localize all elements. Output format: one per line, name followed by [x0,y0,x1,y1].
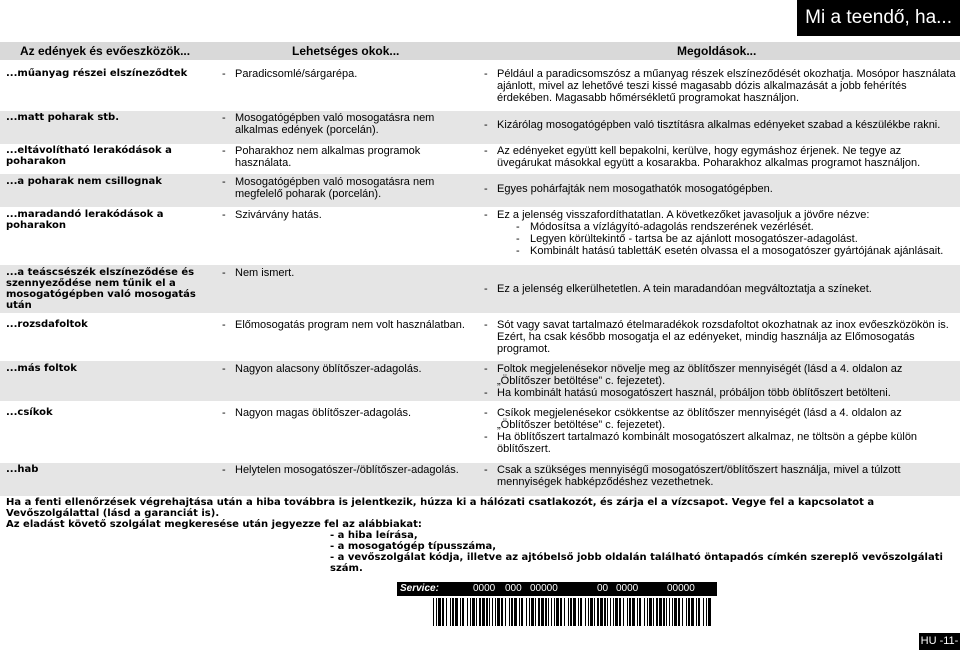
solution-item: - Egyes pohárfajták nem mosogathatók mosogatógépben. [484,183,773,195]
cause-text: Helytelen mosogatószer-/öblítőszer-adagolás. [235,464,459,476]
solution-cell [484,68,956,104]
solution-item: - Ha öblítőszert tartalmazó kombinált mosogatószert alkalmaz, ne töltsön a gépbe külön öblítőszert. [484,431,918,455]
solution-item: - Foltok megjelenésekor növelje meg az öblítőszer mennyiségét (lásd a 4. oldalon az „Öblítőszer betöltése” c. fejezetet). [484,363,903,387]
info-item: - a vevőszolgálat kódja, illetve az ajtóbelső jobb oldalán található öntapadós címkén szereplő vevőszolgálati szám. [330,552,943,574]
cause-cell [222,363,472,375]
solution-item: - Ha kombinált hatású mosogatószert használ, próbáljon több öblítőszert betölteni. [484,387,891,399]
footer-notes [6,497,916,530]
solution-item: - Ez a jelenség visszafordíthatatlan. A következőket javasoljuk a jövőre nézve: [484,209,870,221]
solution-cell [484,407,956,455]
problem-text: ...maradandó lerakódások a poharakon [6,209,164,231]
solution-text: Csak a szükséges mennyiségű mosogatószert/öblítőszert használja, mivel a túlzott mennyiségek habképződéshez vezethetnek. [497,464,901,488]
cause-cell [222,209,472,221]
cause-text: Előmosogatás program nem volt használatban. [235,319,465,331]
solution-text: Kizárólag mosogatógépben való tisztításra alkalmas edényeket szabad a készülékbe rakni. [497,119,941,131]
footer-intro: Az eladást követő szolgálat megkeresése után jegyezze fel az alábbiakat: [6,519,422,530]
solution-text: Ez a jelenség visszafordíthatatlan. A következőket javasoljuk a jövőre nézve: [497,209,870,221]
solution-cell [484,145,956,169]
sub-solution-text: Módosítsa a vízlágyító-adagolás rendszerének vezérlését. [530,221,814,233]
cause-text: Nagyon magas öblítőszer-adagolás. [235,407,412,419]
solution-cell [484,283,956,295]
header-solutions: Megoldások... [677,44,757,58]
solution-cell [484,319,956,355]
service-code-box [397,582,717,596]
sub-solution-item: - Kombinált hatású tablettáK esetén olvassa el a mosogatószer gyártójának ajánlásait. [516,245,944,257]
cause-item: - Nagyon alacsony öblítőszer-adagolás. [222,363,422,375]
solution-text: Egyes pohárfajták nem mosogathatók mosogatógépben. [497,183,773,195]
solution-text: Például a paradicsomszósz a műanyag részek elszíneződését okozhatja. Mosópor használata ajánlott, mivel az lehetővé teszi kissé magasabb dózis alkalmazását a jobb fehérítés érdekében. Magasabb hőmérsékletű programokat használjon. [497,68,956,104]
solution-item: - Az edényeket együtt kell bepakolni, kerülve, hogy egymáshoz érjenek. Ne tegye az üvegárukat másokkal együtt a kosarakba. Poharakhoz alkalmas programot használjon. [484,145,921,169]
solution-item: - Csak a szükséges mennyiségű mosogatószert/öblítőszert használja, mivel a túlzott mennyiségek habképződéshez vezethetnek. [484,464,901,488]
cause-cell [222,267,472,279]
header-problems: Az edények és evőeszközök... [20,44,191,58]
cause-text: Nagyon alacsony öblítőszer-adagolás. [235,363,422,375]
solution-text: Ha öblítőszert tartalmazó kombinált mosogatószert alkalmaz, ne töltsön a gépbe külön öblítőszert. [497,431,918,455]
service-code: 0000 [473,583,496,594]
cause-item: - Előmosogatás program nem volt használatban. [222,319,465,331]
solution-item: - Ez a jelenség elkerülhetetlen. A tein maradandóan megváltoztatja a színeket. [484,283,872,295]
cause-text: Mosogatógépben való mosogatásra nem alkalmas edények (porcelán). [235,112,435,136]
table-header [0,42,960,60]
problem-text: ...eltávolítható lerakódások a poharakon [6,145,172,167]
problem-text: ...rozsdafoltok [6,319,88,330]
barcode-image [433,598,713,626]
cause-cell [222,176,472,200]
solution-cell [484,183,956,195]
footer-note: Ha a fenti ellenőrzések végrehajtása után a hiba továbbra is jelentkezik, húzza ki a hálózati csatlakozót, és zárja el a vízcsapot. Vegye fel a kapcsolatot a Vevőszolgálattal (lásd a garanciát is). [6,497,875,519]
service-code: 00 [597,583,609,594]
service-code: 0000 [616,583,639,594]
service-code: 00000 [667,583,695,594]
cause-text: Poharakhoz nem alkalmas programok használata. [235,145,421,169]
info-item: - a mosogatógép típusszáma, [330,541,497,552]
solution-cell [484,119,956,131]
problem-text: ...a poharak nem csillognak [6,176,162,187]
solution-cell [484,209,956,257]
problem-text: ...a teáscsészék elszíneződése és szennyeződése nem tűnik el a mosogatógépben való mosogatás után [6,267,196,311]
sub-solution-text: Legyen körültekintő - tartsa be az ajánlott mosogatószer-adagolást. [530,233,858,245]
solution-cell [484,363,956,399]
cause-text: Szivárvány hatás. [235,209,322,221]
info-item: - a hiba leírása, [330,530,418,541]
page-number: HU -11- [919,633,960,650]
info-list [330,530,960,574]
cause-cell [222,68,472,80]
solution-item: - Kizárólag mosogatógépben való tisztításra alkalmas edényeket szabad a készülékbe rakni. [484,119,941,131]
service-label: Service: [400,583,439,594]
solution-item: - Például a paradicsomszósz a műanyag részek elszíneződését okozhatja. Mosópor használata ajánlott, mivel az lehetővé teszi kissé magasabb dózis alkalmazását a jobb fehérítés érdekében. Magasabb hőmérsékletű programokat használjon. [484,68,956,104]
cause-item: - Helytelen mosogatószer-/öblítőszer-adagolás. [222,464,459,476]
solution-text: Ha kombinált hatású mosogatószert használ, próbáljon több öblítőszert betölteni. [497,387,891,399]
solution-text: Foltok megjelenésekor növelje meg az öblítőszer mennyiségét (lásd a 4. oldalon az „Öblítőszer betöltése” c. fejezetet). [497,363,903,387]
cause-cell [222,112,472,136]
page-title: Mi a teendő, ha... [805,7,952,28]
service-code: 00000 [530,583,558,594]
solution-text: Az edényeket együtt kell bepakolni, kerülve, hogy egymáshoz érjenek. Ne tegye az üvegárukat másokkal együtt a kosarakba. Poharakhoz alkalmas programot használjon. [497,145,921,169]
cause-item: - Nem ismert. [222,267,295,279]
problem-text: ...matt poharak stb. [6,112,120,123]
problem-text: ...hab [6,464,39,475]
solution-cell [484,464,956,488]
cause-text: Paradicsomlé/sárgarépa. [235,68,358,80]
problem-text: ...műanyag részei elszíneződtek [6,68,188,79]
solution-text: Csíkok megjelenésekor csökkentse az öblítőszer mennyiségét (lásd a 4. oldalon az „Öblítőszer betöltése” c. fejezetet). [497,407,902,431]
problem-text: ...más foltok [6,363,77,374]
cause-item: - Szivárvány hatás. [222,209,322,221]
cause-cell [222,407,472,419]
sub-solution-text: Kombinált hatású tablettáK esetén olvassa el a mosogatószer gyártójának ajánlásait. [530,245,944,257]
sub-solution-item: - Módosítsa a vízlágyító-adagolás rendszerének vezérlését. [516,221,814,233]
cause-item: - Poharakhoz nem alkalmas programok használata. [222,145,421,169]
cause-item: - Mosogatógépben való mosogatásra nem alkalmas edények (porcelán). [222,112,435,136]
cause-item: - Nagyon magas öblítőszer-adagolás. [222,407,412,419]
service-code: 000 [505,583,522,594]
solution-text: Sót vagy savat tartalmazó ételmaradékok rozsdafoltot okozhatnak az inox evőeszközökön is. Ezért, ha csak később mosogatja el az edényeket, mindig használja az Előmosogatás programot. [497,319,949,355]
cause-text: Nem ismert. [235,267,295,279]
solution-item: - Sót vagy savat tartalmazó ételmaradékok rozsdafoltot okozhatnak az inox evőeszközökön is. Ezért, ha csak később mosogatja el az edényeket, mindig használja az Előmosogatás programot. [484,319,949,355]
header-causes: Lehetséges okok... [292,44,400,58]
cause-cell [222,145,472,169]
cause-cell [222,319,472,331]
problem-text: ...csíkok [6,407,53,418]
solution-text: Ez a jelenség elkerülhetetlen. A tein maradandóan megváltoztatja a színeket. [497,283,872,295]
cause-item: - Paradicsomlé/sárgarépa. [222,68,358,80]
cause-text: Mosogatógépben való mosogatásra nem megfelelő poharak (porcelán). [235,176,435,200]
sub-solution-item: - Legyen körültekintő - tartsa be az ajánlott mosogatószer-adagolást. [516,233,858,245]
solution-item: - Csíkok megjelenésekor csökkentse az öblítőszer mennyiségét (lásd a 4. oldalon az „Öblítőszer betöltése” c. fejezetet). [484,407,902,431]
cause-item: - Mosogatógépben való mosogatásra nem megfelelő poharak (porcelán). [222,176,435,200]
title-bar [797,0,960,36]
cause-cell [222,464,472,476]
